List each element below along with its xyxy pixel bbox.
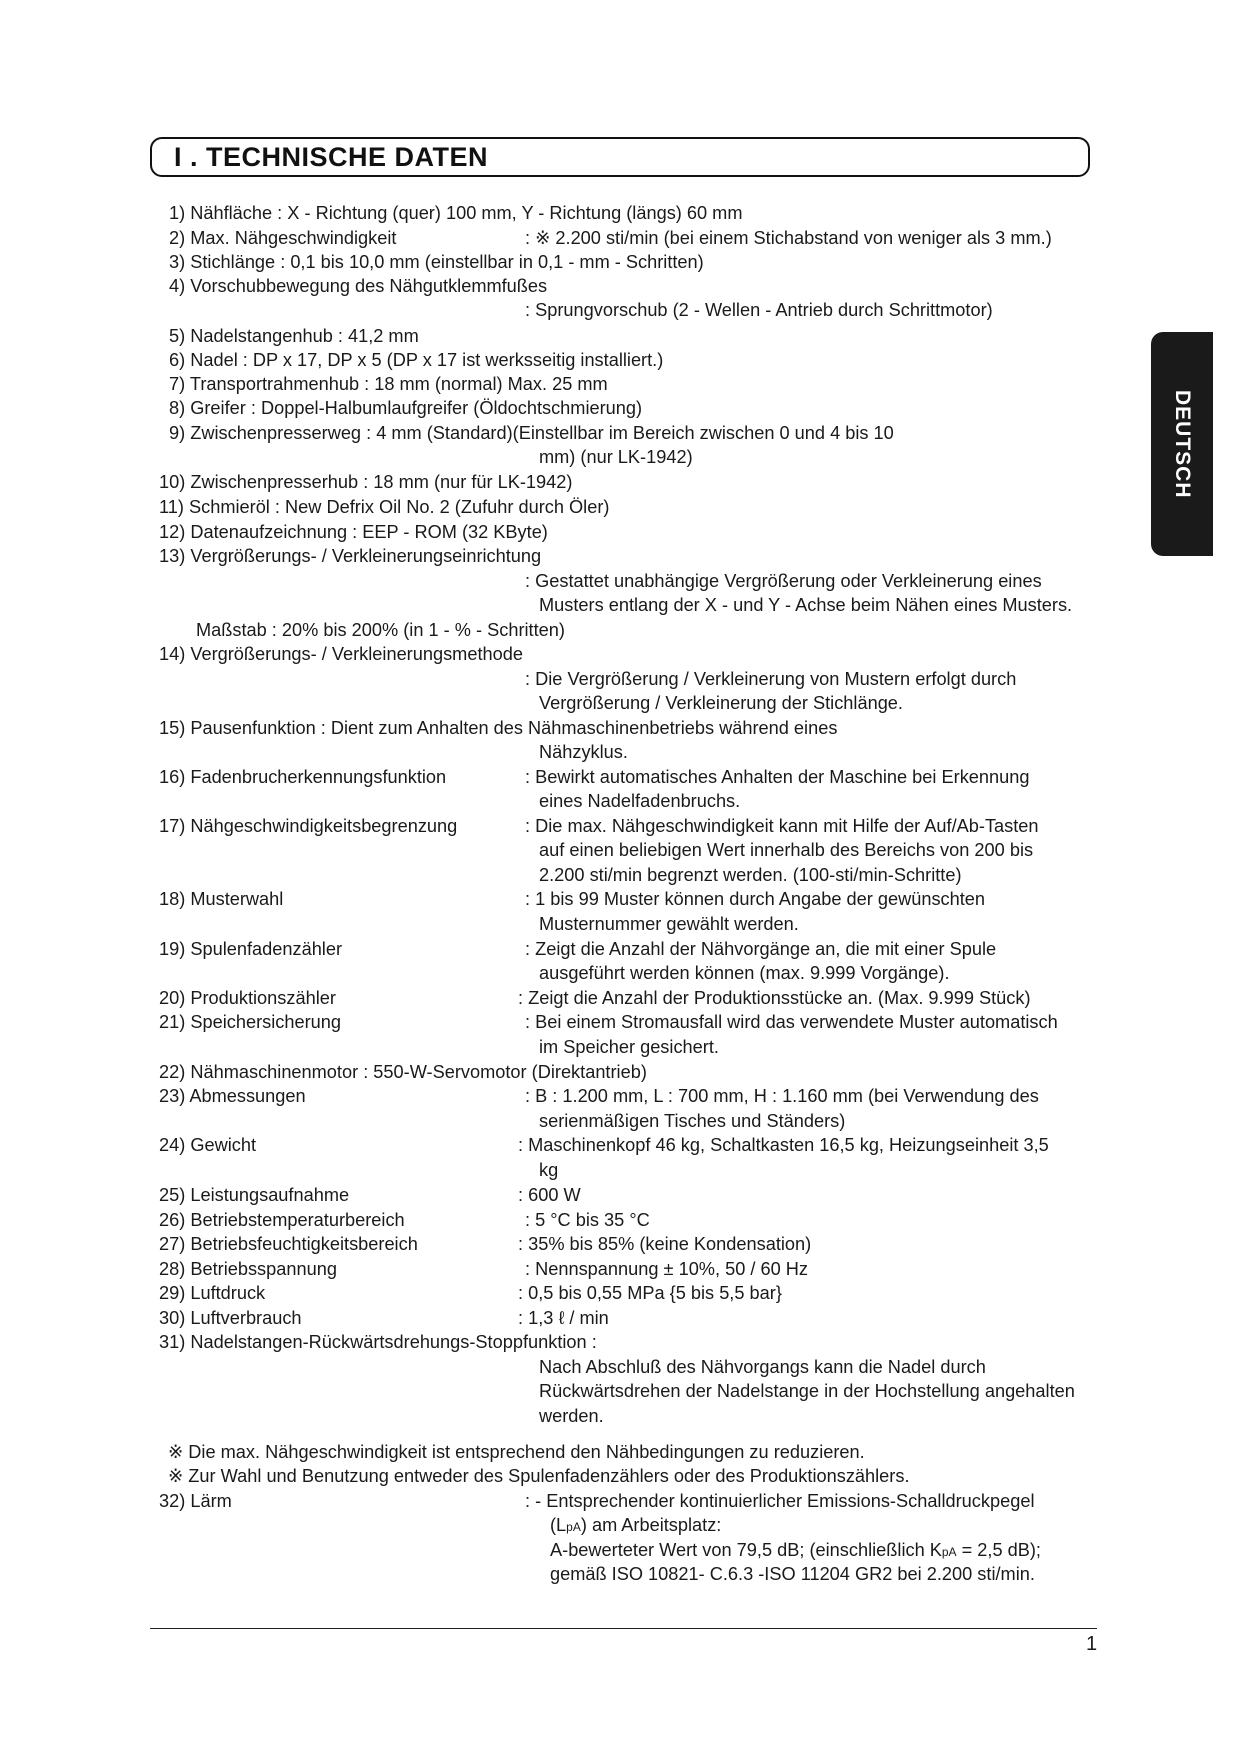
spec-line: : 5 °C bis 35 °C (525, 1210, 650, 1230)
spec-line: 13) Vergrößerungs- / Verkleinerungseinrichtung (159, 546, 542, 566)
spec-line: 6) Nadel : DP x 17, DP x 5 (DP x 17 ist werksseitig installiert.) (169, 350, 664, 370)
text-part: A-bewerteter Wert von 79,5 dB; (einschließlich K (550, 1540, 942, 1560)
spec-line: 8) Greifer : Doppel-Halbumlaufgreifer (Öldochtschmierung) (169, 398, 643, 418)
spec-line: 9) Zwischenpresserweg : 4 mm (Standard)(Einstellbar im Bereich zwischen 0 und 4 bis 10 (169, 423, 894, 443)
spec-line: : Bewirkt automatisches Anhalten der Maschine bei Erkennung (525, 767, 1030, 787)
spec-line: im Speicher gesichert. (539, 1037, 719, 1057)
spec-line: 11) Schmieröl : New Defrix Oil No. 2 (Zufuhr durch Öler) (159, 497, 610, 517)
spec-line: auf einen beliebigen Wert innerhalb des Bereichs von 200 bis (539, 840, 1034, 860)
spec-line: 2.200 sti/min begrenzt werden. (100-sti/min-Schritte) (539, 865, 962, 885)
note-line: ※ Zur Wahl und Benutzung entweder des Spulenfadenzählers oder des Produktionszählers. (168, 1466, 910, 1486)
language-tab-label: DEUTSCH (1171, 389, 1194, 499)
text-part: = 2,5 dB); (956, 1540, 1041, 1560)
spec-line: 3) Stichlänge : 0,1 bis 10,0 mm (einstellbar in 0,1 - mm - Schritten) (169, 252, 704, 272)
spec-line: 30) Luftverbrauch (159, 1308, 302, 1328)
spec-line: 2) Max. Nähgeschwindigkeit (169, 228, 397, 248)
spec-line: : 1 bis 99 Muster können durch Angabe der gewünschten (525, 889, 986, 909)
spec-line: 28) Betriebsspannung (159, 1259, 337, 1279)
spec-line (550, 1538, 1041, 1564)
spec-line: : ※ 2.200 sti/min (bei einem Stichabstand von weniger als 3 mm.) (525, 228, 1052, 248)
spec-line: 17) Nähgeschwindigkeitsbegrenzung (159, 816, 458, 836)
section-title-box (150, 137, 1090, 177)
spec-line: : Maschinenkopf 46 kg, Schaltkasten 16,5 kg, Heizungseinheit 3,5 (518, 1135, 1049, 1155)
section-title: I . TECHNISCHE DATEN (174, 141, 489, 172)
spec-line: Musters entlang der X - und Y - Achse beim Nähen eines Musters. (539, 595, 1073, 615)
spec-line: : Bei einem Stromausfall wird das verwendete Muster automatisch (525, 1012, 1058, 1032)
spec-line: : Die Vergrößerung / Verkleinerung von Mustern erfolgt durch (525, 669, 1017, 689)
spec-line: : Gestattet unabhängige Vergrößerung oder Verkleinerung eines (525, 571, 1042, 591)
spec-line: 31) Nadelstangen-Rückwärtsdrehungs-Stoppfunktion : (159, 1332, 597, 1352)
spec-line: 19) Spulenfadenzähler (159, 939, 343, 959)
spec-line: Musternummer gewählt werden. (539, 914, 799, 934)
spec-line: 7) Transportrahmenhub : 18 mm (normal) Max. 25 mm (169, 374, 608, 394)
spec-line: Maßstab : 20% bis 200% (in 1 - % - Schritten) (196, 620, 565, 640)
spec-line: 20) Produktionszähler (159, 988, 336, 1008)
spec-line: : 35% bis 85% (keine Kondensation) (518, 1234, 812, 1254)
spec-line: ausgeführt werden können (max. 9.999 Vorgänge). (539, 963, 950, 983)
subscript: pA (941, 1545, 957, 1559)
spec-line: 32) Lärm (159, 1491, 232, 1511)
spec-line: 16) Fadenbrucherkennungsfunktion (159, 767, 447, 787)
spec-line: 29) Luftdruck (159, 1283, 266, 1303)
spec-line: 26) Betriebstemperaturbereich (159, 1210, 405, 1230)
spec-line: : Sprungvorschub (2 - Wellen - Antrieb durch Schrittmotor) (525, 300, 993, 320)
spec-line: 23) Abmessungen (159, 1086, 306, 1106)
spec-line: 25) Leistungsaufnahme (159, 1185, 350, 1205)
spec-line: : Zeigt die Anzahl der Nähvorgänge an, die mit einer Spule (525, 939, 997, 959)
spec-line: Vergrößerung / Verkleinerung der Stichlänge. (539, 693, 903, 713)
spec-line: serienmäßigen Tisches und Ständers) (539, 1111, 846, 1131)
spec-line: : Die max. Nähgeschwindigkeit kann mit Hilfe der Auf/Ab-Tasten (525, 816, 1039, 836)
text-part: ) am Arbeitsplatz: (580, 1515, 722, 1535)
spec-line: 5) Nadelstangenhub : 41,2 mm (169, 326, 419, 346)
spec-line: : Nennspannung ± 10%, 50 / 60 Hz (525, 1259, 808, 1279)
spec-line: 4) Vorschubbewegung des Nähgutklemmfußes (169, 276, 548, 296)
spec-line: 21) Speichersicherung (159, 1012, 341, 1032)
footer-divider (150, 1628, 1097, 1629)
spec-line: : 0,5 bis 0,55 MPa {5 bis 5,5 bar} (518, 1283, 782, 1303)
spec-line: Rückwärtsdrehen der Nadelstange in der Hochstellung angehalten (539, 1381, 1075, 1401)
spec-line: Nähzyklus. (539, 742, 628, 762)
spec-line: 15) Pausenfunktion : Dient zum Anhalten des Nähmaschinenbetriebs während eines (159, 718, 838, 738)
spec-line: 24) Gewicht (159, 1135, 257, 1155)
spec-line: mm) (nur LK-1942) (539, 447, 693, 467)
spec-line: 1) Nähfläche : X - Richtung (quer) 100 mm, Y - Richtung (längs) 60 mm (169, 203, 743, 223)
spec-line: gemäß ISO 10821- C.6.3 -ISO 11204 GR2 bei 2.200 sti/min. (550, 1564, 1035, 1584)
spec-line: Nach Abschluß des Nähvorgangs kann die Nadel durch (539, 1357, 986, 1377)
spec-line: 10) Zwischenpresserhub : 18 mm (nur für LK-1942) (159, 472, 573, 492)
text-part: (L (550, 1515, 567, 1535)
spec-line: 12) Datenaufzeichnung : EEP - ROM (32 KByte) (159, 522, 548, 542)
note-line: ※ Die max. Nähgeschwindigkeit ist entsprechend den Nähbedingungen zu reduzieren. (168, 1442, 865, 1462)
spec-line: 18) Musterwahl (159, 889, 284, 909)
spec-line: : 1,3 ℓ / min (518, 1308, 609, 1328)
page-number: 1 (1086, 1633, 1098, 1655)
spec-line: kg (539, 1160, 559, 1180)
spec-line: : Zeigt die Anzahl der Produktionsstücke an. (Max. 9.999 Stück) (518, 988, 1031, 1008)
spec-line: werden. (539, 1406, 604, 1426)
spec-line: 14) Vergrößerungs- / Verkleinerungsmethode (159, 644, 523, 664)
subscript: pA (566, 1520, 581, 1534)
spec-line: 27) Betriebsfeuchtigkeitsbereich (159, 1234, 418, 1254)
spec-line: eines Nadelfadenbruchs. (539, 791, 741, 811)
spec-line: : 600 W (518, 1185, 581, 1205)
spec-line: : B : 1.200 mm, L : 700 mm, H : 1.160 mm (bei Verwendung des (525, 1086, 1039, 1106)
language-tab (1151, 332, 1213, 556)
spec-line: : - Entsprechender kontinuierlicher Emissions-Schalldruckpegel (525, 1491, 1035, 1511)
spec-line: 22) Nähmaschinenmotor : 550-W-Servomotor (Direktantrieb) (159, 1062, 647, 1082)
spec-line (550, 1513, 721, 1539)
